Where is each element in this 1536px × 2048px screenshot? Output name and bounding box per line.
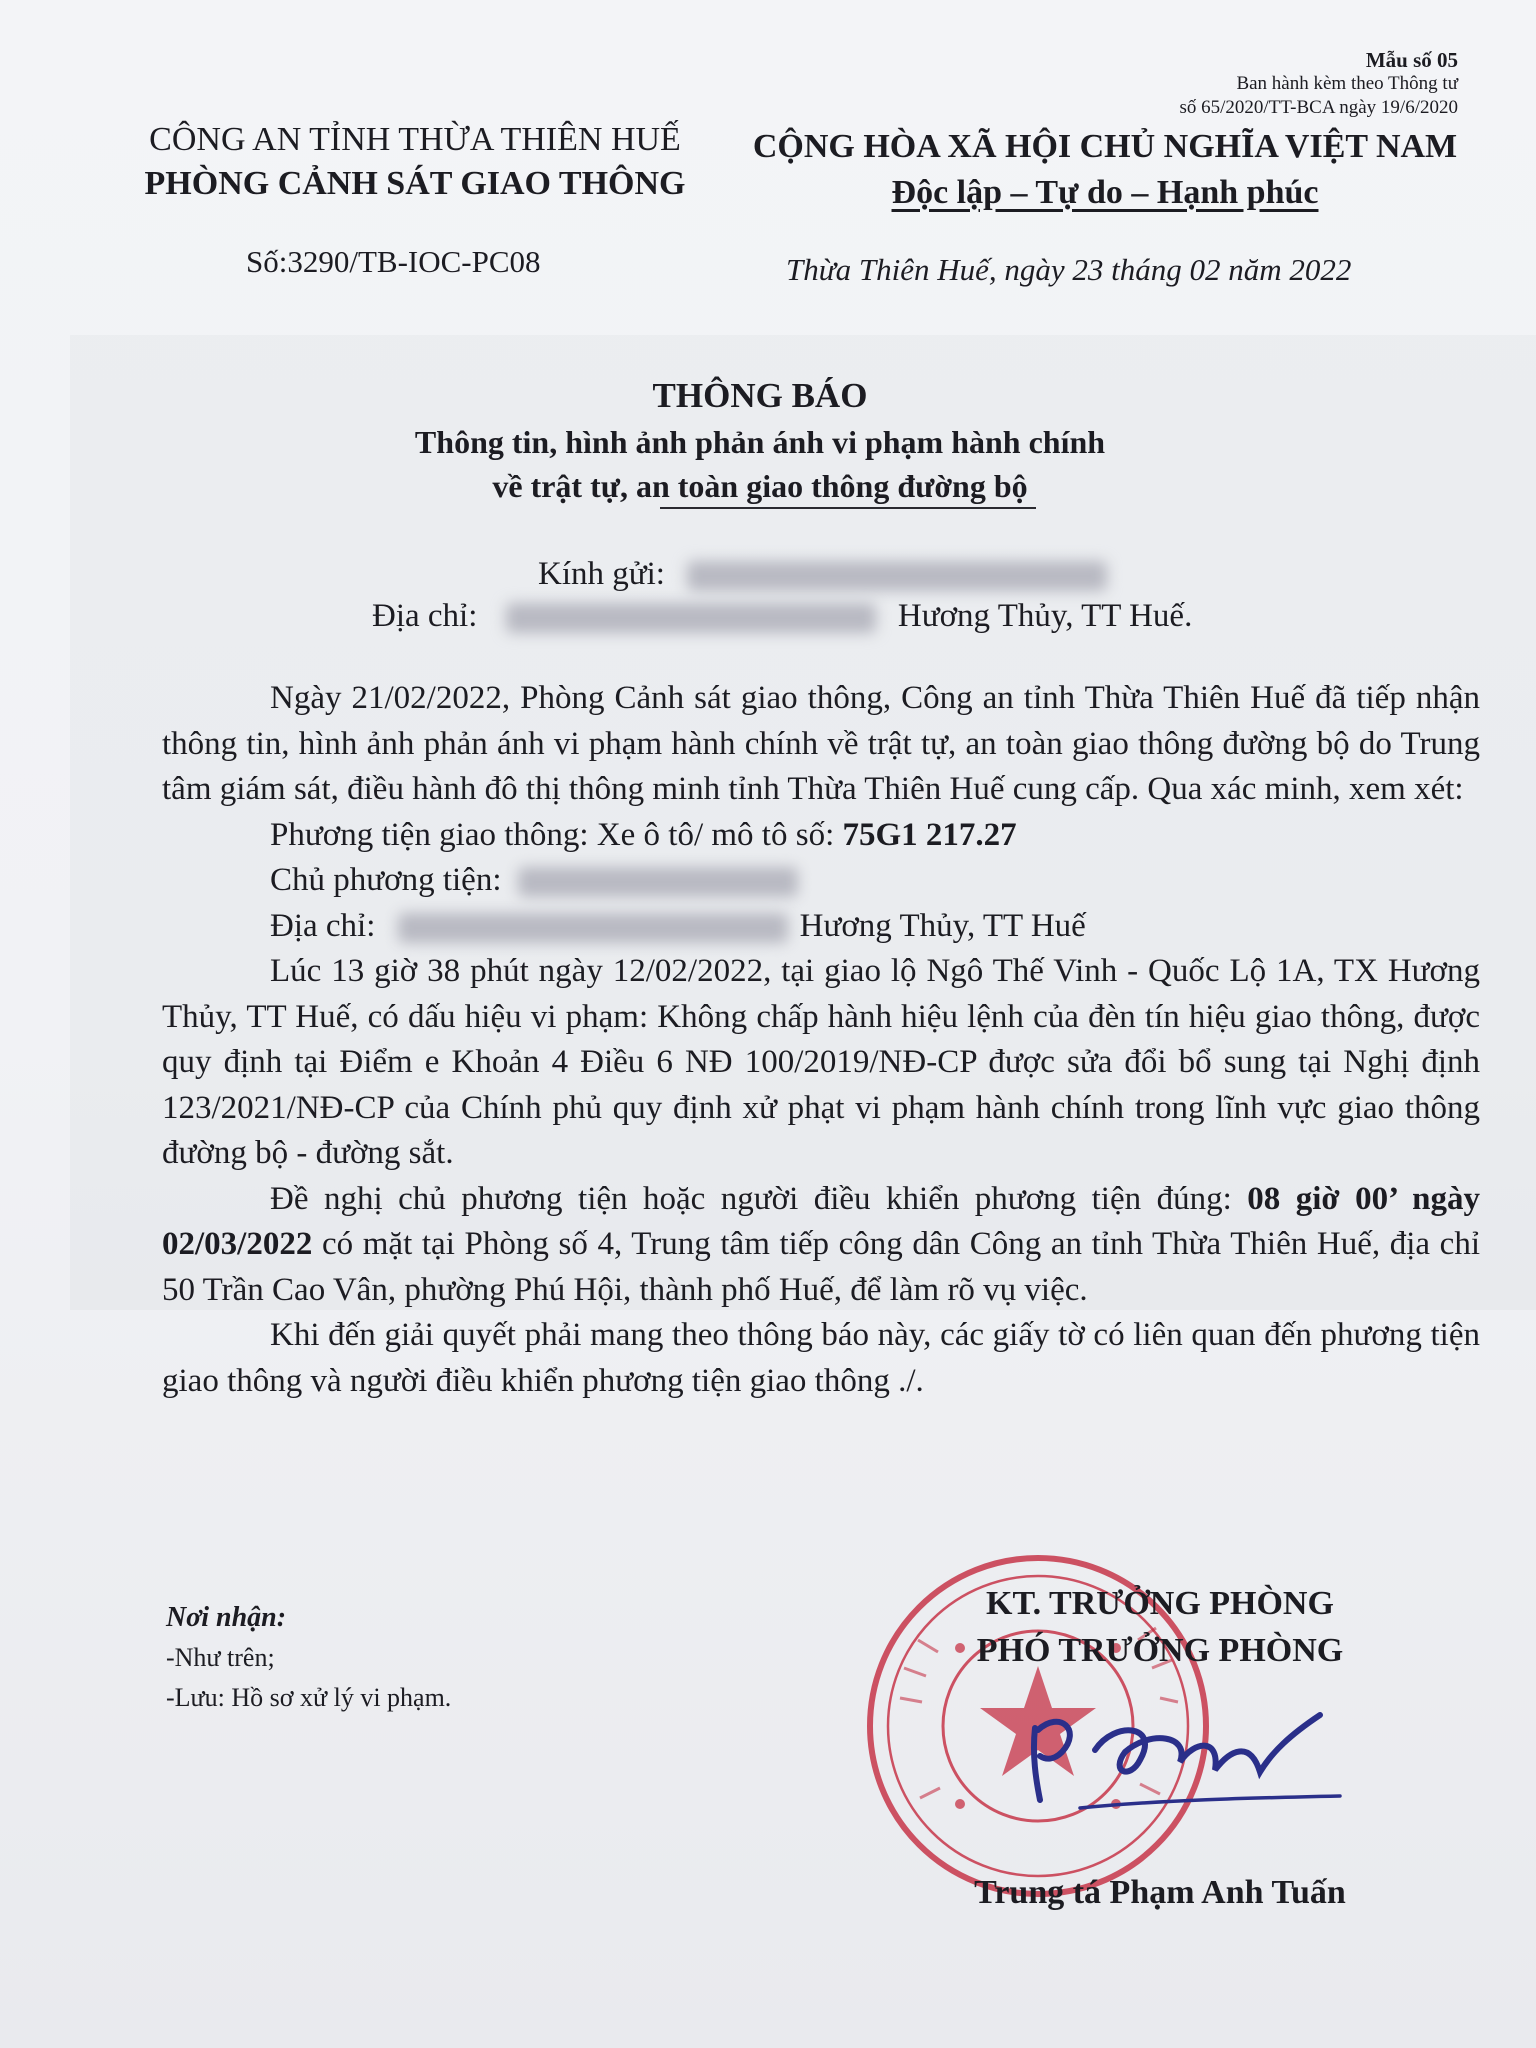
place-date: Thừa Thiên Huế, ngày 23 tháng 02 năm 2022 (786, 252, 1352, 287)
document-number: Số:3290/TB-IOC-PC08 (246, 244, 541, 279)
notice-title (300, 372, 1220, 508)
paragraph-violation: Lúc 13 giờ 38 phút ngày 12/02/2022, tại giao lộ Ngô Thế Vinh - Quốc Lộ 1A, TX Hương Thủy, TT Huế, có dấu hiệu vi phạm: Không chấp hành hiệu lệnh của đèn tín hiệu giao thông, được quy định tại Điểm e Khoản 4 Điều 6 NĐ 100/2019/NĐ-CP được sửa đổi bổ sung tại Nghị định 123/2021/NĐ-CP của Chính phủ quy định xử phạt vi phạm hành chính trong lĩnh vực giao thông đường bộ - đường sắt. (162, 953, 1480, 1171)
distribution-heading: Nơi nhận: (166, 1602, 287, 1633)
title-subtitle-2: về trật tự, an toàn giao thông đường bộ (492, 468, 1028, 504)
address-label: Địa chỉ: (372, 598, 478, 634)
redacted-recipient-address (506, 603, 876, 633)
handwritten-signature-icon (1020, 1700, 1350, 1820)
country-name: CỘNG HÒA XÃ HỘI CHỦ NGHĨA VIỆT NAM (752, 128, 1458, 165)
form-circular: số 65/2020/TT-BCA ngày 19/6/2020 (1179, 97, 1458, 118)
license-plate: 75G1 217.27 (842, 816, 1017, 853)
summons-end: có mặt tại Phòng số 4, Trung tâm tiếp công dân Công an tỉnh Thừa Thiên Huế, địa chỉ 50 Trần Cao Vân, phường Phú Hội, thành phố Huế, để làm rõ vụ việc. (162, 1226, 1480, 1308)
vehicle-label: Phương tiện giao thông: Xe ô tô/ mô tô số: (270, 816, 843, 853)
national-header (735, 124, 1475, 216)
signer-name: Trung tá Phạm Anh Tuấn (974, 1874, 1346, 1911)
address-tail: Hương Thủy, TT Huế. (897, 598, 1193, 634)
national-motto: Độc lập – Tự do – Hạnh phúc (891, 174, 1319, 211)
signature-block (930, 1580, 1390, 1674)
form-issued-with: Ban hành kèm theo Thông tư (1236, 73, 1458, 94)
appointment-time: 08 giờ 00’ ngày 02/03/2022 (162, 1180, 1480, 1262)
notice-body (162, 676, 1480, 1404)
owner-label: Chủ phương tiện: (270, 862, 502, 898)
title-subtitle-1: Thông tin, hình ảnh phản ánh vi phạm hành chính (414, 424, 1106, 460)
owner-address-line (162, 904, 1480, 950)
signer-position: PHÓ TRƯỞNG PHÒNG (976, 1632, 1344, 1669)
agency-parent: CÔNG AN TỈNH THỪA THIÊN HUẾ (149, 121, 681, 158)
paragraph-documents: Khi đến giải quyết phải mang theo thông báo này, các giấy tờ có liên quan đến phương tiện giao thông và người điều khiển phương tiện giao thông ./. (162, 1317, 1480, 1399)
paragraph-intro: Ngày 21/02/2022, Phòng Cảnh sát giao thông, Công an tỉnh Thừa Thiên Huế đã tiếp nhận thông tin, hình ảnh phản ánh vi phạm hành chính về trật tự, an toàn giao thông đường bộ do Trung tâm giám sát, điều hành đô thị thông minh tỉnh Thừa Thiên Huế cung cấp. Qua xác minh, xem xét: (162, 680, 1480, 807)
form-code: Mẫu số 05 (1365, 48, 1458, 72)
owner-address-tail: Hương Thủy, TT Huế (799, 907, 1086, 944)
title-main: THÔNG BÁO (652, 376, 868, 415)
redacted-owner-name (518, 867, 798, 897)
paragraph-summons (162, 1177, 1480, 1314)
owner-line (162, 858, 1480, 904)
vehicle-line (162, 813, 1480, 859)
distribution-item: -Như trên; (166, 1643, 275, 1672)
issuing-agency (120, 118, 710, 206)
distribution-list (166, 1598, 451, 1718)
summons-start: Đề nghị chủ phương tiện hoặc người điều khiển phương tiện đúng: (270, 1180, 1248, 1217)
form-reference (1179, 48, 1458, 120)
redacted-recipient-name (687, 561, 1107, 591)
distribution-item: -Lưu: Hồ sơ xử lý vi phạm. (166, 1683, 452, 1712)
signer-authority: KT. TRƯỞNG PHÒNG (986, 1585, 1334, 1622)
recipient-address-line (372, 594, 1192, 638)
title-underline (660, 507, 1036, 509)
owner-address-label: Địa chỉ: (270, 907, 376, 944)
redacted-owner-address (398, 913, 788, 943)
agency-department: PHÒNG CẢNH SÁT GIAO THÔNG (144, 165, 686, 202)
recipient-label: Kính gửi: (538, 556, 665, 592)
recipient-line (538, 552, 1107, 596)
